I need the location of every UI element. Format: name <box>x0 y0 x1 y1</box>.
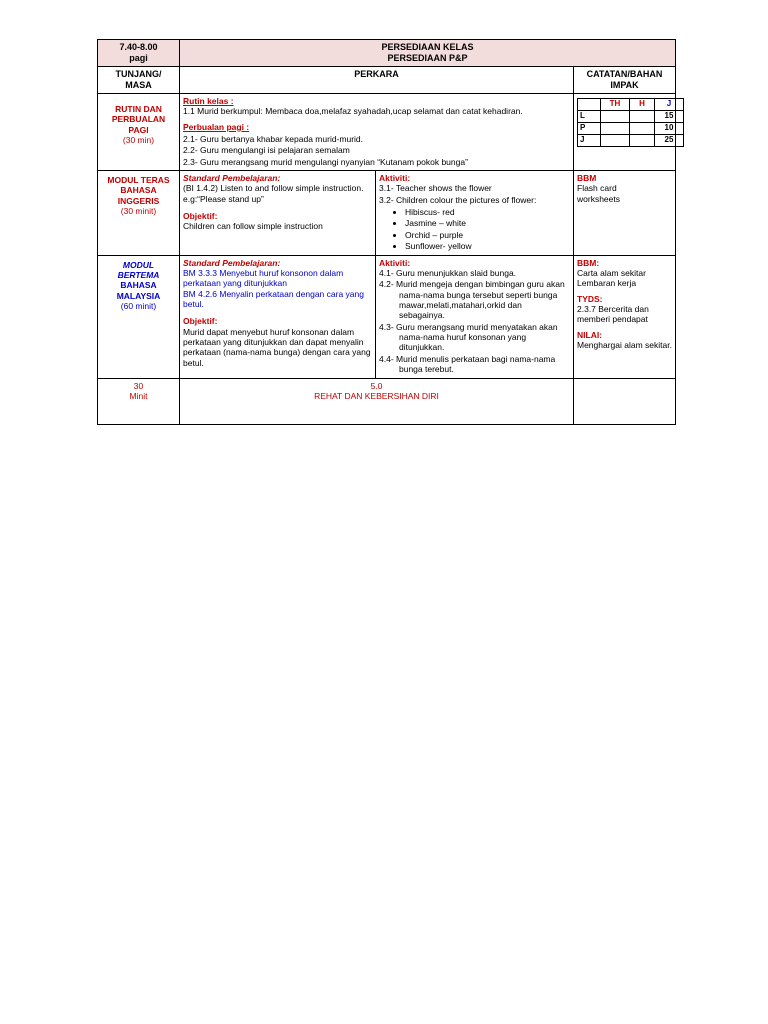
row2-time-line3: INGGERIS <box>117 195 160 206</box>
mini-j-th <box>601 134 630 146</box>
list-item: • Orchid – purple <box>405 230 570 240</box>
row2-standard-line1: (BI 1.4.2) Listen to and follow simple instruction. <box>183 183 364 194</box>
row1-rutin-text: 1.1 Murid berkumpul: Membaca doa,melafaz syahadah,ucap selamat dan catat kehadiran. <box>183 106 523 117</box>
lesson-plan-table <box>97 39 676 425</box>
mini-row-j <box>578 134 684 146</box>
row2-aktiviti-list <box>379 183 570 205</box>
row4-number: 5.0 <box>370 380 383 391</box>
table-row <box>98 171 676 256</box>
list-item: • Jasmine – white <box>405 218 570 228</box>
row4-text: REHAT DAN KEBERSIHAN DIRI <box>314 390 439 401</box>
mini-j-j: 25 <box>655 134 684 146</box>
row2-time-line2: BAHASA <box>120 185 157 196</box>
list-item: 4.4- Murid menulis perkataan bagi nama-nama bunga terebut. <box>379 353 556 375</box>
row2-standard-cell <box>180 171 376 256</box>
row4-time-line1: 30 <box>133 380 144 391</box>
list-item: 4.1- Guru menunjukkan slaid bunga. <box>379 267 517 278</box>
mini-row-l <box>578 110 684 122</box>
row1-perbualan-title: Perbualan pagi : <box>183 121 250 132</box>
table-header-row-2 <box>98 66 676 93</box>
row2-flower-bullets <box>379 207 570 251</box>
row2-bbm-label: BBM <box>577 173 597 184</box>
row2-bbm-item-1: Flash card <box>577 183 617 194</box>
table-row <box>98 93 676 170</box>
list-item: • Sunflower- yellow <box>405 241 570 251</box>
header-title-cell <box>180 40 676 67</box>
row3-bbm-item-2: Lembaran kerja <box>577 278 637 289</box>
row1-impact-cell <box>574 93 676 170</box>
row4-impact-cell <box>574 378 676 424</box>
table-row <box>98 255 676 378</box>
row3-nilai-item-1: Menghargai alam sekitar. <box>577 340 672 351</box>
row2-aktiviti-cell <box>376 171 574 256</box>
row1-time-line4: (30 min) <box>122 134 155 145</box>
row2-time-cell <box>98 171 180 256</box>
row3-standard-cell <box>180 255 376 378</box>
list-item: 4.2- Murid mengeja dengan bimbingan guru akan nama-nama bunga tersebut seperti bunga mawar,melati,matahari,orkid dan sebagainya. <box>379 279 565 321</box>
list-item: 4.3- Guru merangsang murid menyatakan akan nama-nama huruf konsonan yang ditunjukkan. <box>379 321 558 353</box>
row3-tyds-label: TYDS: <box>577 293 603 304</box>
row1-content-cell <box>180 93 574 170</box>
row2-time-line1: MODUL TERAS <box>107 175 170 186</box>
row3-time-line2: BERTEMA <box>117 269 160 280</box>
header-time-line2: pagi <box>129 52 148 63</box>
mini-l-h <box>630 110 655 122</box>
mini-label-j: J <box>578 134 601 146</box>
header-col-impact <box>574 66 676 93</box>
mini-corner-cell <box>578 98 601 110</box>
row3-standard-line2: BM 4.2.6 Menyalin perkataan dengan cara yang betul. <box>183 288 364 309</box>
header-col-main-label: PERKARA <box>354 68 399 79</box>
row2-impact-cell <box>574 171 676 256</box>
row4-content-cell <box>180 378 574 424</box>
row1-time-line1: RUTIN DAN <box>115 103 162 114</box>
header-title-2: PERSEDIAAN P&P <box>387 52 468 63</box>
row3-time-line3: BAHASA <box>120 280 157 291</box>
row1-time-cell <box>98 93 180 170</box>
table-row <box>98 378 676 424</box>
header-time-cell <box>98 40 180 67</box>
row3-standard-label: Standard Pembelajaran: <box>183 257 281 268</box>
mini-header-row <box>578 98 684 110</box>
row3-aktiviti-cell <box>376 255 574 378</box>
list-item: 2.1- Guru bertanya khabar kepada murid-murid. <box>183 133 364 144</box>
row4-time-line2: Minit <box>129 390 148 401</box>
row3-time-line4: MALAYSIA <box>116 290 161 301</box>
header-col-impact-line2: IMPAK <box>610 79 639 90</box>
mini-header-th: TH <box>601 98 630 110</box>
row1-rutin-title: Rutin kelas : <box>183 95 234 106</box>
mini-j-h <box>630 134 655 146</box>
row3-aktiviti-list <box>379 268 570 375</box>
mini-p-h <box>630 122 655 134</box>
mini-label-p: P <box>578 122 601 134</box>
mini-row-p <box>578 122 684 134</box>
header-col-time-line2: MASA <box>125 79 152 90</box>
header-title-1: PERSEDIAAN KELAS <box>381 42 474 52</box>
row3-bbm-item-1: Carta alam sekitar <box>577 267 646 278</box>
row3-standard-line1: BM 3.3.3 Menyebut huruf konsonon dalam perkataan yang ditunjukkan <box>183 267 344 289</box>
row3-nilai-label: NILAI: <box>577 329 603 340</box>
row2-objektif-text: Children can follow simple instruction <box>183 221 323 232</box>
header-col-time <box>98 66 180 93</box>
row1-time-line2: PERBUALAN <box>111 114 166 125</box>
row3-tyds-item-1: 2.3.7 Bercerita dan memberi pendapat <box>577 303 649 325</box>
header-col-time-line1: TUNJANG/ <box>115 68 162 79</box>
list-item: 3.2- Children colour the pictures of flower: <box>379 194 537 205</box>
row3-time-cell <box>98 255 180 378</box>
list-item: 3.1- Teacher shows the flower <box>379 183 492 194</box>
row4-time-cell <box>98 378 180 424</box>
row2-bbm-item-2: worksheets <box>577 193 620 204</box>
row3-impact-cell <box>574 255 676 378</box>
mini-header-h: H <box>630 98 655 110</box>
header-col-main <box>180 66 574 93</box>
row3-objektif-label: Objektif: <box>183 316 218 327</box>
header-time-line1: 7.40-8.00 <box>119 42 158 52</box>
row3-objektif-text: Murid dapat menyebut huruf konsonan dalam perkataan yang ditunjukkan dan dapat menyalin perkataan (nama-nama bunga) dengan cara yang betul. <box>183 326 371 368</box>
mini-p-j: 10 <box>655 122 684 134</box>
row3-bbm-label: BBM: <box>577 257 600 268</box>
row1-time-line3: PAGI <box>128 124 149 135</box>
mini-header-j: J <box>655 98 684 110</box>
list-item: 2.2- Guru mengulangi isi pelajaran semalam <box>183 145 350 156</box>
row2-standard-label: Standard Pembelajaran: <box>183 173 281 184</box>
row2-standard-line2: e.g:“Please stand up” <box>183 193 264 204</box>
table-header-row-1 <box>98 40 676 67</box>
row3-time-line1: MODUL <box>122 259 155 270</box>
row2-time-line4: (30 minit) <box>120 206 157 217</box>
attendance-mini-table <box>577 98 684 147</box>
mini-label-l: L <box>578 110 601 122</box>
row1-item-list <box>183 134 570 167</box>
row3-time-line5: (60 minit) <box>120 300 157 311</box>
header-col-impact-line1: CATATAN/BAHAN <box>586 68 663 79</box>
mini-l-th <box>601 110 630 122</box>
row2-aktiviti-label: Aktiviti: <box>379 173 411 184</box>
mini-l-j: 15 <box>655 110 684 122</box>
row2-objektif-label: Objektif: <box>183 211 218 222</box>
row3-aktiviti-label: Aktiviti: <box>379 257 411 268</box>
list-item: 2.3- Guru merangsang murid mengulangi nyanyian “Kutanam pokok bunga” <box>183 156 468 167</box>
list-item: • Hibiscus- red <box>405 207 570 217</box>
mini-p-th <box>601 122 630 134</box>
